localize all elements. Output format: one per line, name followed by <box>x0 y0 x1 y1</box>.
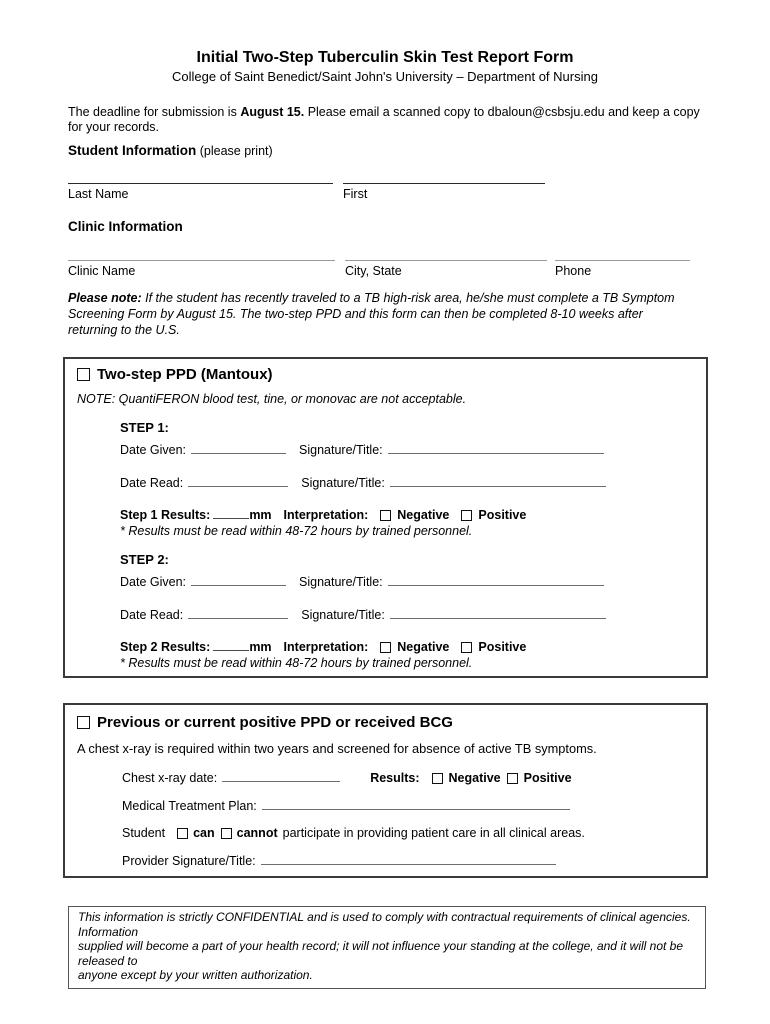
confidential-line2: supplied will become a part of your health record; it will not influence your standing at the college, and it will not be released to <box>78 939 684 968</box>
step2-date-given-row <box>120 574 694 590</box>
step1-interpretation-label: Interpretation: <box>283 508 369 522</box>
can-label: can <box>193 826 215 840</box>
student-word-label: Student <box>122 826 166 840</box>
deadline-text: The deadline for submission is <box>68 105 241 119</box>
student-participation-row <box>122 826 694 841</box>
xray-date-line[interactable] <box>222 770 340 782</box>
step1-signature-label: Signature/Title: <box>299 443 383 457</box>
provider-signature-line[interactable] <box>261 853 556 865</box>
confidential-line1: This information is strictly CONFIDENTIAL and is used to comply with contractual requirements of clinical agencies. Information <box>78 910 691 939</box>
step2-negative-checkbox[interactable] <box>380 642 391 653</box>
step2-date-read-row <box>120 607 694 623</box>
step1-block <box>120 420 694 671</box>
step2-mm-label: mm <box>249 640 272 654</box>
step2-negative-label: Negative <box>397 640 450 654</box>
xray-negative-checkbox[interactable] <box>432 773 443 784</box>
provider-signature-label: Provider Signature/Title: <box>122 854 256 868</box>
xray-date-row <box>122 770 694 786</box>
step2-positive-label: Positive <box>478 640 527 654</box>
confidential-notice-box <box>68 906 706 989</box>
step1-positive-checkbox[interactable] <box>461 510 472 521</box>
city-state-label: City, State <box>345 264 402 278</box>
provider-signature-row <box>122 853 694 869</box>
first-name-line[interactable] <box>343 183 545 184</box>
clinic-info-heading: Clinic Information <box>68 219 183 234</box>
student-name-fields <box>68 183 545 202</box>
phone-line[interactable] <box>555 260 690 261</box>
two-step-ppd-heading <box>77 365 694 384</box>
step1-results-row <box>120 507 694 523</box>
step1-results-label: Step 1 Results: <box>120 508 211 522</box>
travel-note-line3: returning to the U.S. <box>68 323 180 337</box>
step1-mm-label: mm <box>249 508 272 522</box>
step1-footnote: * Results must be read within 48-72 hours by trained personnel. <box>120 524 473 538</box>
confidential-line3: anyone except by your written authorization. <box>78 968 313 982</box>
step1-date-given-label: Date Given: <box>120 443 187 457</box>
deadline-date: August 15. <box>240 105 305 119</box>
step1-results-mm-line[interactable] <box>213 507 249 519</box>
step2-footnote: * Results must be read within 48-72 hours by trained personnel. <box>120 656 473 670</box>
first-name-field <box>343 183 545 202</box>
cannot-checkbox[interactable] <box>221 828 232 839</box>
xray-requirement-text: A chest x-ray is required within two years and screened for absence of active TB symptoms. <box>77 741 597 756</box>
two-step-ppd-checkbox[interactable] <box>77 368 90 381</box>
quantiferon-note: NOTE: QuantiFERON blood test, tine, or monovac are not acceptable. <box>77 392 467 406</box>
step2-signature2-label: Signature/Title: <box>301 608 385 622</box>
step1-heading: STEP 1: <box>120 420 169 435</box>
phone-field <box>555 260 690 279</box>
treatment-plan-line[interactable] <box>262 798 570 810</box>
last-name-line[interactable] <box>68 183 333 184</box>
step2-signature-label: Signature/Title: <box>299 575 383 589</box>
step2-date-read-line[interactable] <box>188 607 288 619</box>
last-name-label: Last Name <box>68 187 129 201</box>
step1-date-read-line[interactable] <box>188 475 288 487</box>
xray-date-label: Chest x-ray date: <box>122 771 218 785</box>
xray-positive-label: Positive <box>523 771 572 785</box>
step1-signature2-label: Signature/Title: <box>301 476 385 490</box>
step2-positive-checkbox[interactable] <box>461 642 472 653</box>
step2-date-given-line[interactable] <box>191 574 286 586</box>
step2-results-row <box>120 639 694 655</box>
travel-note-paragraph <box>68 290 713 338</box>
step2-date-read-label: Date Read: <box>120 608 184 622</box>
step1-negative-label: Negative <box>397 508 450 522</box>
step1-negative-checkbox[interactable] <box>380 510 391 521</box>
city-state-line[interactable] <box>345 260 547 261</box>
student-info-heading <box>68 143 273 159</box>
step2-heading: STEP 2: <box>120 552 169 567</box>
travel-note-line2: Screening Form by August 15. The two-step PPD and this form can then be completed 8-10 weeks after <box>68 307 643 321</box>
step1-positive-label: Positive <box>478 508 527 522</box>
page-subtitle: College of Saint Benedict/Saint John's University – Department of Nursing <box>172 69 598 84</box>
travel-note-line1: If the student has recently traveled to a TB high-risk area, he/she must complete a TB Symptom <box>141 291 675 305</box>
step2-interpretation-label: Interpretation: <box>283 640 369 654</box>
step2-signature-line[interactable] <box>388 574 604 586</box>
previous-ppd-heading <box>77 713 694 732</box>
deadline-paragraph <box>68 105 713 135</box>
previous-ppd-box <box>63 703 708 878</box>
clinic-name-line[interactable] <box>68 260 335 261</box>
xray-positive-checkbox[interactable] <box>507 773 518 784</box>
travel-note-lead: Please note: <box>68 291 142 305</box>
xray-negative-label: Negative <box>448 771 501 785</box>
step2-date-given-label: Date Given: <box>120 575 187 589</box>
phone-label: Phone <box>555 264 592 278</box>
can-checkbox[interactable] <box>177 828 188 839</box>
city-state-field <box>345 260 547 279</box>
deadline-text-2: Please email a scanned copy to dbaloun@csbsju.edu and keep a copy <box>304 105 700 119</box>
xray-results-label: Results: <box>370 771 420 785</box>
step1-signature2-line[interactable] <box>390 475 606 487</box>
first-name-label: First <box>343 187 368 201</box>
step2-results-label: Step 2 Results: <box>120 640 211 654</box>
two-step-ppd-box <box>63 357 708 678</box>
step2-results-mm-line[interactable] <box>213 639 249 651</box>
please-print-note: (please print) <box>196 144 273 158</box>
treatment-plan-label: Medical Treatment Plan: <box>122 799 257 813</box>
step1-date-given-line[interactable] <box>191 442 286 454</box>
step1-signature-line[interactable] <box>388 442 604 454</box>
step1-date-read-label: Date Read: <box>120 476 184 490</box>
clinic-name-field <box>68 260 335 279</box>
step1-date-given-row <box>120 442 694 458</box>
previous-ppd-title: Previous or current positive PPD or received BCG <box>97 714 453 731</box>
clinic-fields <box>68 260 690 279</box>
clinic-name-label: Clinic Name <box>68 264 136 278</box>
step1-date-read-row <box>120 475 694 491</box>
cannot-label: cannot <box>236 826 278 840</box>
page-title: Initial Two-Step Tuberculin Skin Test Report Form <box>196 49 574 66</box>
two-step-ppd-title: Two-step PPD (Mantoux) <box>97 366 273 383</box>
treatment-plan-row <box>122 798 694 814</box>
deadline-text-3: for your records. <box>68 120 160 134</box>
last-name-field <box>68 183 333 202</box>
participation-text: participate in providing patient care in all clinical areas. <box>282 826 585 840</box>
student-info-heading-text: Student Information <box>68 143 197 158</box>
step2-signature2-line[interactable] <box>390 607 606 619</box>
previous-ppd-checkbox[interactable] <box>77 716 90 729</box>
